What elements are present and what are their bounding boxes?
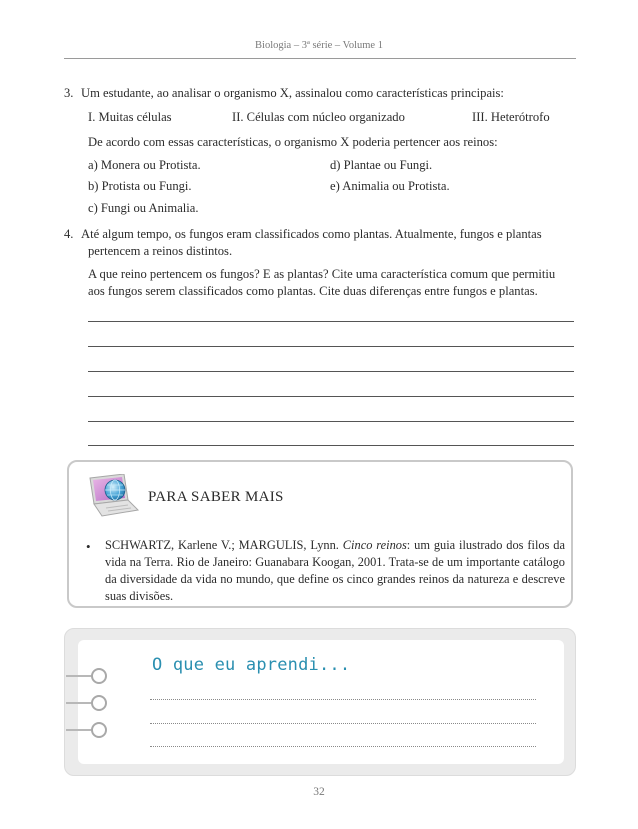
option-a[interactable]: a) Monera ou Protista.	[88, 158, 201, 172]
question-4	[64, 226, 576, 260]
question-4-prompt	[64, 266, 576, 300]
question-4-question-line-1: A que reino pertencem os fungos? E as plantas? Cite uma característica comum que permitiu	[88, 267, 556, 281]
binder-ring-icon	[91, 722, 107, 738]
binder-ring-link	[66, 729, 92, 731]
option-e[interactable]: e) Animalia ou Protista.	[330, 179, 450, 193]
question-4-question-line-2: aos fungos serem classificados como plantas. Cite duas diferenças entre fungos e plantas.	[88, 284, 538, 298]
question-3-traits	[64, 109, 576, 126]
bullet-icon: •	[86, 539, 91, 554]
page-number: 32	[313, 786, 325, 798]
question-3-prompt: De acordo com essas características, o organismo X poderia pertencer aos reinos:	[88, 135, 498, 149]
binder-ring-icon	[91, 695, 107, 711]
question-3-stem: Um estudante, ao analisar o organismo X, assinalou como características principais:	[81, 86, 504, 100]
binder-ring-link	[66, 675, 92, 677]
o-que-eu-aprendi-title: O que eu aprendi...	[152, 655, 351, 675]
question-3-number: 3.	[64, 86, 74, 100]
option-c[interactable]: c) Fungi ou Animalia.	[88, 201, 199, 215]
dotted-writing-line[interactable]	[150, 723, 536, 724]
binder-ring-icon	[91, 668, 107, 684]
question-3-options	[64, 157, 576, 217]
option-d[interactable]: d) Plantae ou Fungi.	[330, 158, 433, 172]
answer-line[interactable]	[88, 396, 574, 397]
dotted-writing-line[interactable]	[150, 699, 536, 700]
header-divider	[64, 58, 576, 59]
binder-ring-link	[66, 702, 92, 704]
trait-2: II. Células com núcleo organizado	[232, 110, 405, 124]
running-header: Biologia – 3ª série – Volume 1	[255, 40, 383, 51]
dotted-writing-line[interactable]	[150, 746, 536, 747]
answer-line[interactable]	[88, 371, 574, 372]
reference-details: : um guia ilustrado dos filos da vida na Terra. Rio de Janeiro: Guanabara Koogan, 2001. Trata-se de um importante catálogo da diversidade da vida no mundo, que define os cinco grandes reinos da natureza e descreve suas divisões.	[105, 538, 565, 603]
trait-1: I. Muitas células	[88, 110, 172, 124]
question-3-prompt-wrap	[64, 134, 576, 151]
answer-line[interactable]	[88, 321, 574, 322]
question-3	[64, 85, 576, 102]
laptop-globe-icon	[84, 474, 140, 520]
trait-3: III. Heterótrofo	[472, 110, 550, 124]
question-4-stem-line-1: Até algum tempo, os fungos eram classificados como plantas. Atualmente, fungos e plantas	[81, 227, 542, 241]
option-b[interactable]: b) Protista ou Fungi.	[88, 179, 192, 193]
reference-text	[105, 537, 565, 605]
answer-line[interactable]	[88, 445, 574, 446]
question-4-number: 4.	[64, 227, 74, 241]
para-saber-mais-title: PARA SABER MAIS	[148, 489, 284, 505]
question-4-stem-line-2: pertencem a reinos distintos.	[88, 244, 233, 258]
reference-authors: SCHWARTZ, Karlene V.; MARGULIS, Lynn.	[105, 538, 343, 552]
answer-line[interactable]	[88, 421, 574, 422]
answer-line[interactable]	[88, 346, 574, 347]
reference-book-title: Cinco reinos	[342, 538, 407, 552]
